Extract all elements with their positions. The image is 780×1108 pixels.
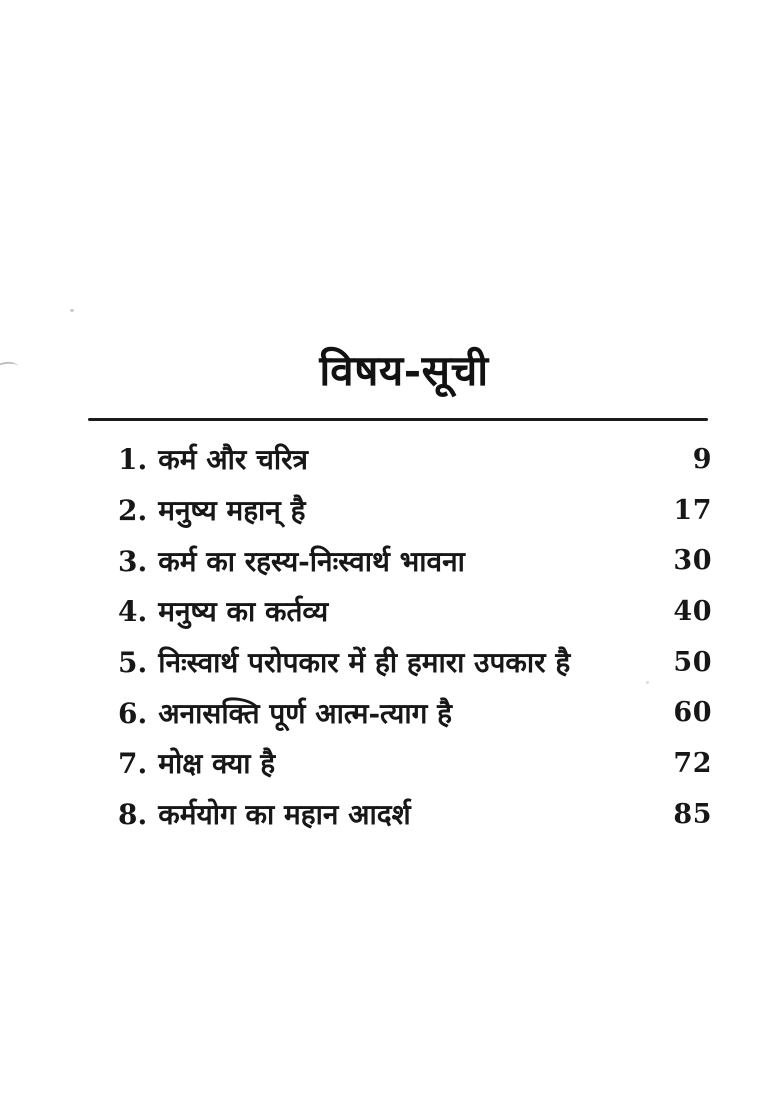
toc-entry-page: 17 bbox=[673, 494, 712, 526]
toc-entry-page: 60 bbox=[673, 697, 712, 729]
toc-entry-number: 8. bbox=[118, 798, 148, 832]
toc-entry-title: मनुष्य का कर्तव्य bbox=[158, 595, 329, 629]
toc-entry-page: 72 bbox=[673, 747, 712, 779]
toc-entry-number: 2. bbox=[118, 494, 148, 528]
page-title: विषय-सूची bbox=[319, 346, 489, 395]
toc-entry-title: कर्म और चरित्र bbox=[158, 443, 309, 477]
toc-entry-page: 9 bbox=[692, 443, 712, 475]
toc-row bbox=[118, 586, 712, 637]
toc-entry-title: मनुष्य महान् है bbox=[158, 494, 306, 528]
toc-row bbox=[118, 789, 712, 840]
toc-entry bbox=[118, 542, 465, 580]
toc-entry bbox=[118, 744, 275, 782]
toc-entry-page: 50 bbox=[673, 646, 712, 678]
toc-entry bbox=[118, 643, 570, 681]
toc-row bbox=[118, 687, 712, 738]
toc-entry bbox=[118, 592, 328, 630]
toc-entry-number: 6. bbox=[118, 696, 148, 730]
toc-list bbox=[118, 434, 712, 840]
toc-entry-number: 1. bbox=[118, 443, 148, 477]
toc-row bbox=[118, 738, 712, 789]
toc-row bbox=[118, 485, 712, 536]
toc-entry bbox=[118, 440, 308, 478]
toc-row bbox=[118, 535, 712, 586]
toc-entry-title: कर्म का रहस्य-निःस्वार्थ भावना bbox=[158, 544, 465, 578]
toc-entry-title: कर्मयोग का महान आदर्श bbox=[158, 798, 411, 832]
toc-entry bbox=[118, 795, 411, 833]
toc-entry-number: 7. bbox=[118, 747, 148, 781]
toc-entry-number: 5. bbox=[118, 646, 148, 680]
toc-entry-title: मोक्ष क्या है bbox=[158, 747, 276, 781]
toc-entry bbox=[118, 694, 452, 732]
toc-entry bbox=[118, 491, 305, 529]
toc-entry-number: 4. bbox=[118, 595, 148, 629]
toc-entry-page: 30 bbox=[673, 545, 712, 577]
scan-artifact bbox=[646, 681, 649, 684]
toc-entry-page: 40 bbox=[673, 595, 712, 627]
toc-entry-number: 3. bbox=[118, 544, 148, 578]
toc-entry-title: निःस्वार्थ परोपकार में ही हमारा उपकार है bbox=[158, 646, 571, 680]
toc-entry-page: 85 bbox=[673, 798, 712, 830]
toc-entry-title: अनासक्ति पूर्ण आत्म-त्याग है bbox=[158, 696, 453, 730]
toc-row bbox=[118, 637, 712, 688]
title-divider bbox=[88, 418, 708, 421]
toc-row bbox=[118, 434, 712, 485]
scan-artifact bbox=[70, 309, 74, 312]
